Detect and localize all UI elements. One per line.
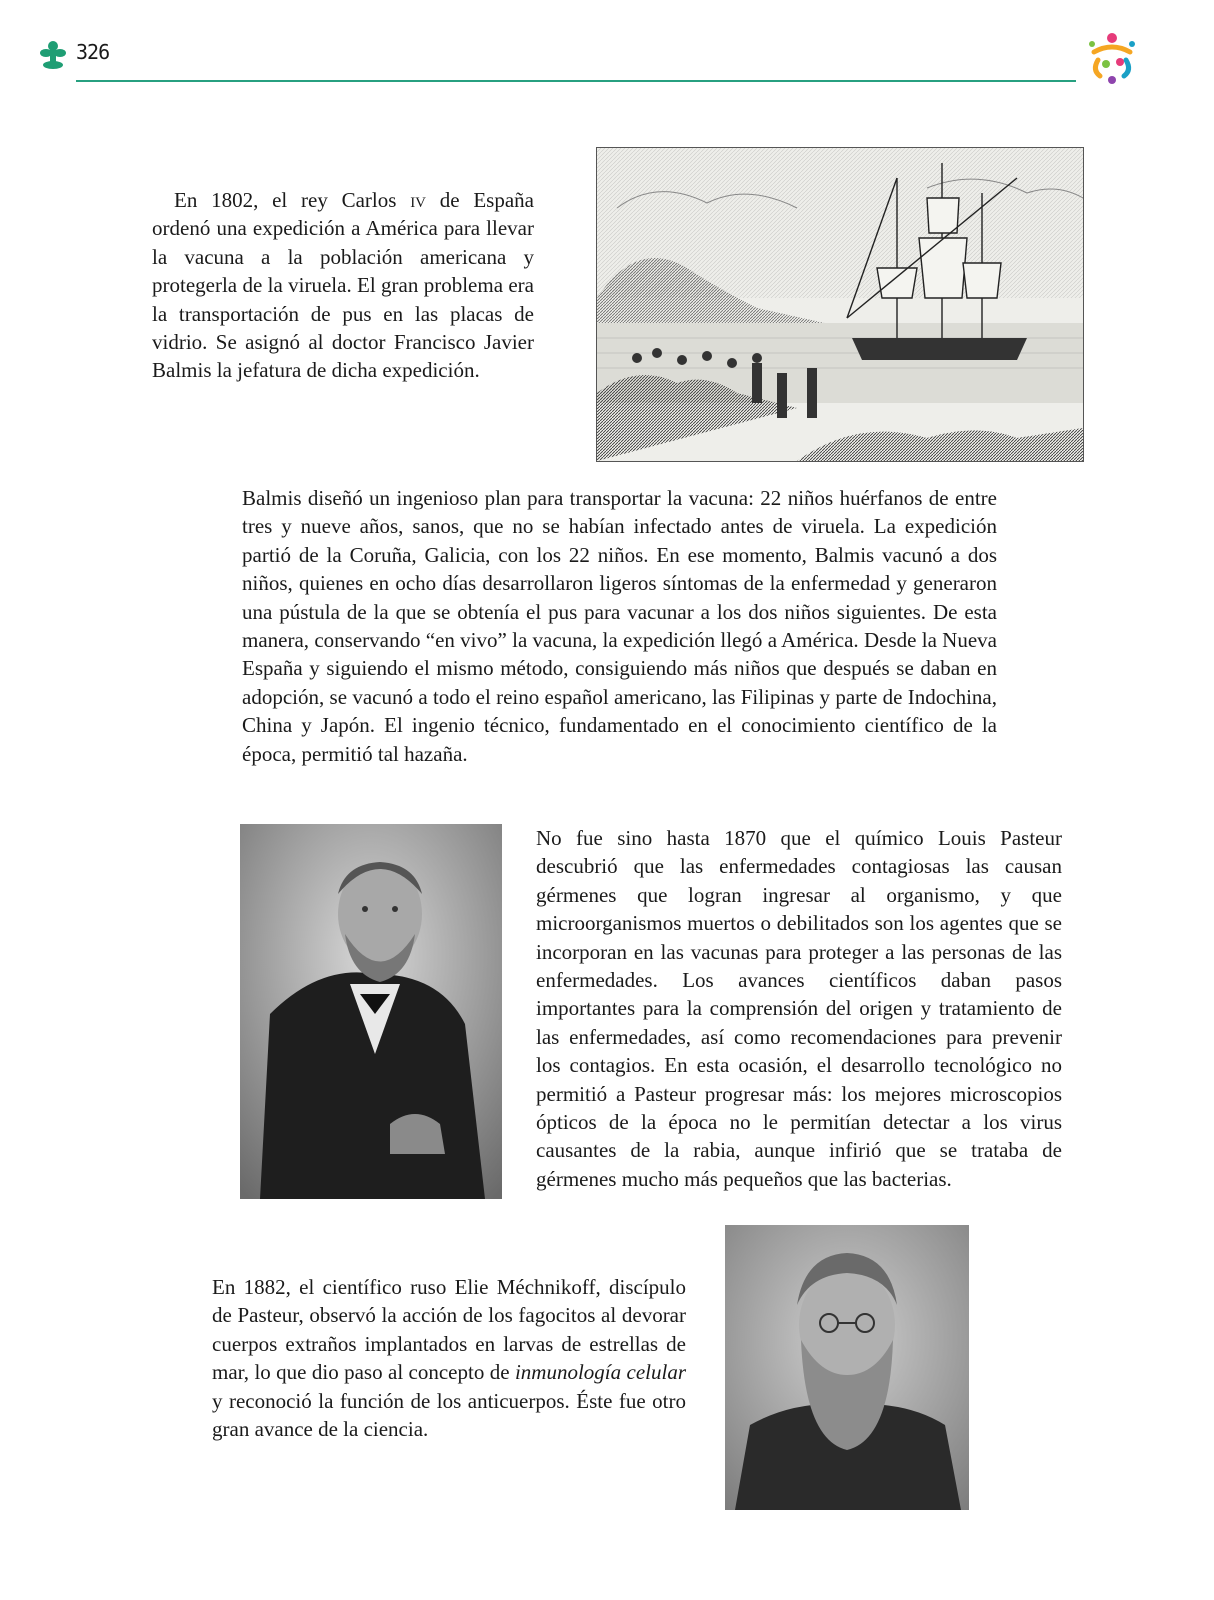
p4-text-b: y reconoció la función de los anticuerpos. Éste fue otro gran avance de la ciencia. (212, 1388, 686, 1442)
italic-term: inmunología celular (514, 1360, 686, 1385)
leaf-emblem-icon (40, 40, 66, 70)
p4-text-a: En 1882, el científico ruso Elie Méchnikoff, discípulo de Pasteur, observó la acción de los fagocitos al devorar cuerpos extraños implantados en larvas de estrellas de mar, lo que dio paso al concepto de (212, 1275, 686, 1385)
roman-numeral: iv (410, 188, 427, 212)
page-number: 326 (76, 40, 110, 64)
paragraph-balmis-plan: Balmis diseñó un ingenioso plan para transportar la vacuna: 22 niños huérfanos de entre tres y nueve años, sanos, que no se habían infectado antes de viruela. La expedición partió de la Coruña, Galicia, con los 22 niños. En ese momento, Balmis vacunó a dos niños, quienes en ocho días desarrollaron ligeros síntomas de la enfermedad y generaron una pústula de la que se obtenía el pus para vacunar a los dos niños siguientes. De esta manera, conservando “en vivo” la vacuna, la expedición llegó a América. Desde la Nueva España y siguiendo el mismo método, consiguiendo más niños que después se daban en adopción, se vacunó a todo el reino español americano, las Filipinas y parte de Indochina, China y Japón. El ingenio técnico, fundamentado en el conocimiento científico de la época, permitió tal hazaña. (242, 486, 997, 766)
louis-pasteur-portrait (240, 824, 502, 1199)
sailing-ship-engraving (596, 147, 1084, 462)
p1-text-a: En 1802, el rey Carlos (174, 188, 411, 212)
paragraph-balmis-expedition (152, 186, 534, 385)
colorful-figure-logo-icon (1084, 30, 1140, 86)
header-rule (76, 80, 1076, 82)
elie-mechnikoff-portrait (725, 1225, 969, 1510)
p1-text-b: de España ordenó una expedición a América para llevar la vacuna a la población americana y protegerla de la viruela. El gran problema era la transportación de pus en las placas de vidrio. Se asignó al doctor Francisco Javier Balmis la jefatura de dicha expedición. (152, 188, 535, 383)
paragraph-pasteur: No fue sino hasta 1870 que el químico Louis Pasteur descubrió que las enfermedades contagiosas las causan gérmenes que logran ingresar al organismo, y que microorganismos muertos o debilitados son los agentes que se incorporan en las vacunas para proteger a las personas de las enfermedades. Los avances científicos daban pasos importantes para la comprensión del origen y tratamiento de las enfermedades, así como recomendaciones para prevenir los contagios. En esta ocasión, el desarrollo tecnológico no permitió a Pasteur progresar más: los mejores microscopios ópticos de la época no le permitían detectar a los virus causantes de la rabia, aunque infirió que se trataba de gérmenes mucho más pequeños que las bacterias. (536, 826, 1062, 1191)
paragraph-mechnikoff (212, 1273, 686, 1443)
